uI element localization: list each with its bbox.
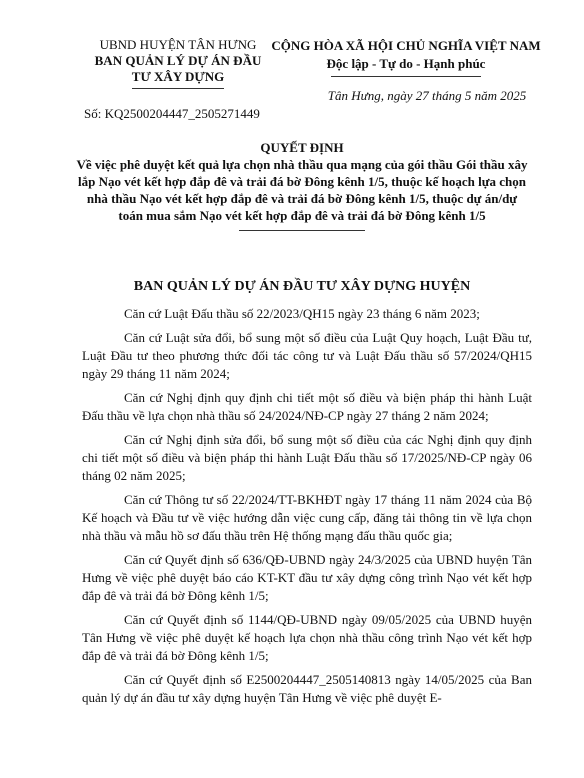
document-body: [82, 305, 532, 713]
national-motto: Độc lập - Tự do - Hạnh phúc: [326, 56, 486, 71]
legal-basis-paragraph: Căn cứ Luật Đấu thầu số 22/2023/QH15 ngày 23 tháng 6 năm 2023;: [124, 306, 480, 321]
document-type: QUYẾT ĐỊNH: [260, 140, 344, 155]
document-subject: Về việc phê duyệt kết quả lựa chọn nhà thầu qua mạng của gói thầu Gói thầu xây lắp Nạo vét kết hợp đắp đê và trải đá bờ Đông kênh 1/5, thuộc kế hoạch lựa chọn nhà thầu Nạo vét kết hợp đắp đê và trải đá bờ Đông kênh 1/5, thuộc dự án/dự toán mua sắm Nạo vét kết hợp đắp đê và trải đá bờ Đông kênh 1/5: [76, 157, 528, 223]
agency-name-line1: BAN QUẢN LÝ DỰ ÁN ĐẦU: [94, 53, 262, 68]
document-number: Số: KQ2500204447_2505271449: [84, 106, 260, 121]
issue-date: Tân Hưng, ngày 27 tháng 5 năm 2025: [327, 88, 527, 103]
agency-parent: UBND HUYỆN TÂN HƯNG: [99, 37, 257, 52]
agency-name-line2: TƯ XÂY DỰNG: [131, 69, 225, 84]
national-motto-block: [256, 37, 556, 77]
legal-basis-paragraph: Căn cứ Quyết định số E2500204447_2505140813 ngày 14/05/2025 của Ban quản lý dự án đầu tư xây dựng huyện Tân Hưng về việc phê duyệt E-: [82, 672, 532, 705]
issuing-agency-block: [70, 37, 286, 89]
document-title-block: [76, 139, 528, 231]
legal-basis-paragraph: Căn cứ Quyết định số 636/QĐ-UBND ngày 24/3/2025 của UBND huyện Tân Hưng về việc phê duyệt báo cáo KT-KT đầu tư xây dựng công trình Nạo vét kết hợp đắp đê và trải đá bờ Đông kênh 1/5;: [82, 552, 532, 603]
agency-underline: [132, 88, 224, 89]
title-underline: [239, 230, 365, 231]
legal-basis-paragraph: Căn cứ Luật sửa đổi, bổ sung một số điều của Luật Quy hoạch, Luật Đầu tư, Luật Đầu tư theo phương thức đối tác công tư và Luật Đấu thầu số 57/2024/QH15 ngày 29 tháng 11 năm 2024;: [82, 330, 532, 381]
motto-underline: [331, 76, 481, 77]
legal-basis-paragraph: Căn cứ Nghị định quy định chi tiết một số điều và biện pháp thi hành Luật Đấu thầu về lựa chọn nhà thầu số 24/2024/NĐ-CP ngày 27 tháng 2 năm 2024;: [82, 390, 532, 423]
legal-basis-paragraph: Căn cứ Thông tư số 22/2024/TT-BKHĐT ngày 17 tháng 11 năm 2024 của Bộ Kế hoạch và Đầu tư về việc hướng dẫn việc cung cấp, đăng tải thông tin về lựa chọn nhà thầu và mẫu hồ sơ đấu thầu trên Hệ thống mạng đấu thầu quốc gia;: [82, 492, 532, 543]
legal-basis-paragraph: Căn cứ Quyết định số 1144/QĐ-UBND ngày 09/05/2025 của UBND huyện Tân Hưng về việc phê duyệt kế hoạch lựa chọn nhà thầu công trình Nạo vét kết hợp đắp đê và trải đá bờ Đông kênh 1/5;: [82, 612, 532, 663]
national-title: CỘNG HÒA XÃ HỘI CHỦ NGHĨA VIỆT NAM: [271, 38, 541, 53]
legal-basis-paragraph: Căn cứ Nghị định sửa đổi, bổ sung một số điều của các Nghị định quy định chi tiết một số điều và biện pháp thi hành Luật Đấu thầu số 17/2025/NĐ-CP ngày 06 tháng 02 năm 2025;: [82, 432, 532, 483]
issuing-authority: BAN QUẢN LÝ DỰ ÁN ĐẦU TƯ XÂY DỰNG HUYỆN: [133, 279, 471, 294]
